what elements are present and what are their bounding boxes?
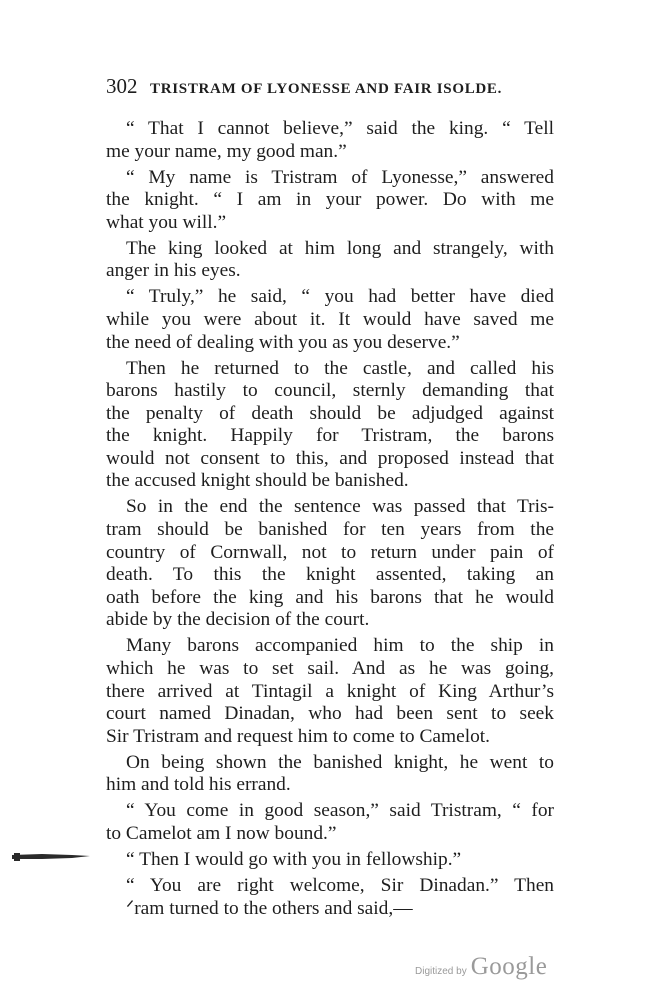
text-line: the accused knight should be banished. (106, 470, 409, 492)
running-title: TRISTRAM OF LYONESSE AND FAIR ISOLDE. (150, 81, 503, 97)
text-line: what you will.” (106, 211, 227, 233)
text-line: tram should be banished for ten years from the (106, 519, 554, 541)
text-line: would not consent to this, and proposed instead that (106, 447, 554, 469)
text-line: Many barons accompanied him to the ship in (126, 635, 554, 657)
text-line: there arrived at Tintagil a knight of King Arthur’s (106, 680, 554, 702)
watermark-prefix: Digitized by (415, 966, 467, 977)
text-line: the penalty of death should be adjudged against (106, 402, 554, 424)
running-header (106, 74, 536, 99)
text-line: “ Then I would go with you in fellowship.” (126, 848, 462, 870)
text-line: him and told his errand. (106, 774, 291, 796)
text-line: court named Dinadan, who had been sent to seek (106, 703, 554, 725)
text-line: to Camelot am I now bound.” (106, 822, 337, 844)
text-line: while you were about it. It would have saved me (106, 308, 554, 330)
text-line: which he was to set sail. And as he was going, (106, 658, 554, 679)
text-line: anger in his eyes. (106, 260, 241, 282)
page-number: 302 (106, 74, 138, 98)
text-line: death. To this the knight assented, taking an (106, 564, 554, 586)
text-line: “ My name is Tristram of Lyonesse,” answered (126, 166, 554, 188)
body-text (106, 118, 554, 920)
text-line: On being shown the banished knight, he went to (126, 751, 554, 773)
ink-smudge (12, 852, 90, 862)
text-line: the need of dealing with you as you deserve.” (106, 331, 460, 353)
text-line: “ That I cannot believe,” said the king. “ Tell (126, 118, 554, 139)
text-line: “ You come in good season,” said Tristram, “ for (126, 800, 554, 822)
text-line: oath before the king and his barons that he would (106, 586, 554, 608)
text-line: ᐟram turned to the others and said,— (126, 897, 413, 919)
text-line: Sir Tristram and request him to come to Camelot. (106, 725, 491, 747)
text-line: Then he returned to the castle, and called his (126, 357, 554, 379)
text-line: “ Truly,” he said, “ you had better have died (126, 286, 554, 308)
text-line: So in the end the sentence was passed that Tris- (126, 496, 554, 518)
text-line: abide by the decision of the court. (106, 609, 370, 631)
text-line: the knight. “ I am in your power. Do with me (106, 189, 554, 211)
digitized-watermark (415, 953, 547, 981)
text-line: the knight. Happily for Tristram, the barons (106, 425, 554, 447)
text-line: “ You are right welcome, Sir Dinadan.” Then (126, 874, 554, 896)
text-line: The king looked at him long and strangely, with (126, 237, 554, 259)
text-line: me your name, my good man.” (106, 140, 347, 162)
google-logo: Google (470, 953, 548, 980)
text-line: barons hastily to council, sternly demanding that (106, 380, 554, 402)
text-line: country of Cornwall, not to return under pain of (106, 541, 554, 563)
